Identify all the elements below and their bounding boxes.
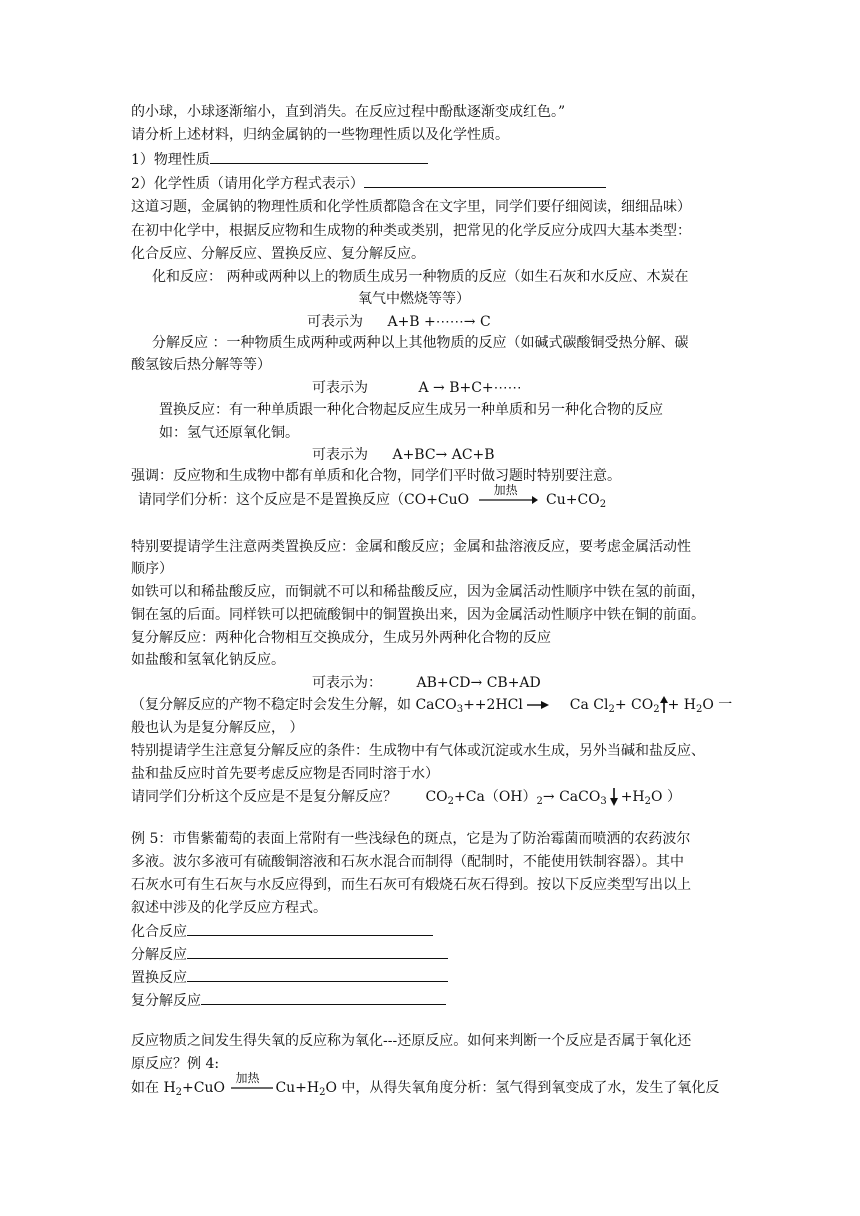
answer-blank [201,990,446,1005]
formula-label: 可表示为 [312,447,368,463]
heating-label: 加热 [493,483,518,497]
formula-line [307,312,491,332]
text-line: 请分析上述材料，归纳金属钠的一些物理性质以及化学性质。 [131,127,509,143]
formula-line [312,445,495,465]
formula-label: 可表示为 [312,380,368,396]
equation-text: 如在 H [131,1080,176,1096]
subscript: 2 [644,796,652,807]
text-line: 叙述中涉及的化学反应方程式。 [131,900,327,916]
equation-text: CO [425,789,448,805]
text-line: 复分解反应：两种化合物相互交换成分，生成另外两种化合物的反应 [131,630,551,646]
text-line: 般也认为是复分解反应， ） [131,720,304,736]
answer-blank [187,921,433,936]
text-line: 特别要提请学生注意两类置换反应：金属和酸反应；金属和盐溶液反应，要考虑金属活动性 [131,539,691,555]
formula-line [312,378,522,398]
equation-text: + CO [614,697,654,713]
answer-blank [364,173,606,188]
subscript: 2 [447,796,455,807]
text-line: 如：氢气还原氧化铜。 [159,425,299,441]
subscript: 2 [319,1087,326,1098]
equation-text: +H [620,789,645,805]
heating-label: 加热 [235,1071,260,1085]
answer-label: 分解反应 [131,947,187,963]
label-chemical: 2）化学性质（请用化学方程式表示） [131,176,364,192]
text-line: 这道习题，金属钠的物理性质和化学性质都隐含在文字里，同学们要仔细阅读，细细品味） [131,199,691,215]
equation-text: → CaCO [542,789,601,805]
text-line: 酸氢铵后热分解等等） [131,357,271,373]
formula: A+B +⋯⋯→ C [387,314,491,330]
text-line: 化和反应： 两种或两种以上的物质生成另一种物质的反应（如生石灰和水反应、木炭在 [152,269,689,285]
equation-line [131,695,732,720]
text-line: 置换反应：有一种单质跟一种化合物起反应生成另一种单质和另一种化合物的反应 [159,402,663,418]
precipitate-down-arrow-icon [609,788,619,806]
equation-text: + H [667,697,696,713]
text-line: 特别提请学生注意复分解反应的条件：生成物中有气体或沉淀或水生成，另外当碱和盐反应、 [131,743,705,759]
arrow-icon [527,699,549,711]
formula-label: 可表示为： [312,675,382,691]
gas-up-arrow-icon [660,696,668,714]
equation-text: （复分解反应的产物不稳定时会发生分解，如 CaCO [131,697,457,713]
answer-label: 置换反应 [131,970,187,986]
text-line: 例 5：市售紫葡萄的表面上常附有一些浅绿色的斑点，它是为了防治霉菌而喷洒的农药波尔 [131,831,691,847]
text-line: 石灰水可有生石灰与水反应得到，而生石灰可有煅烧石灰石得到。按以下反应类型写出以上 [131,877,691,893]
text-line: 多液。波尔多液可有硫酸铜溶液和石灰水混合而制得（配制时，不能使用铁制容器）。其中 [131,854,684,870]
label-physical: 1）物理性质 [131,152,210,168]
subscript: 2 [608,704,615,715]
text-line: 如盐酸和氢氧化钠反应。 [131,652,285,668]
formula: AB+CD→ CB+AD [416,675,541,691]
answer-label: 化合反应 [131,924,187,940]
arrow-line-icon [229,1082,273,1094]
text-line: 分解反应 ：一种物质生成两种或两种以上其他物质的反应（如碱式碳酸铜受热分解、碳 [152,335,689,351]
formula: A+BC→ AC+B [392,447,495,463]
arrow-icon [478,494,538,506]
subscript: 2 [653,704,660,715]
equation-line [131,787,681,812]
subscript: 2 [175,1087,183,1098]
text-line: 化合反应、分解反应、置换反应、复分解反应。 [131,246,425,262]
subscript: 2 [695,704,703,715]
text-line: 原反应？例 4: [131,1056,220,1072]
text-line: 顺序） [131,561,173,577]
text-line: 在初中化学中，根据反应物和生成物的种类或类别，把常见的化学反应分成四大基本类型： [131,223,691,239]
text-line: 反应物质之间发生得失氧的反应称为氧化---还原反应。如何来判断一个反应是否属于氧化还 [131,1033,692,1049]
subscript: 3 [456,704,464,715]
equation-text: +Ca（OH） [454,789,537,805]
equation-text: O ） [651,789,681,805]
answer-line [131,990,446,1011]
question-text: 请同学们分析：这个反应是不是置换反应（CO+CuO [138,492,470,508]
formula: A → B+C+⋯⋯ [418,380,522,396]
subscript: 2 [599,499,607,510]
text-line: 如铁可以和稀盐酸反应，而铜就不可以和稀盐酸反应，因为金属活动性顺序中铁在氢的前面， [131,584,705,600]
reaction-arrow [527,699,549,711]
equation-text: Cu+H [275,1080,320,1096]
answer-blank [187,967,448,982]
equation-text: O 一 [702,697,733,713]
text-line: 铜在氢的后面。同样铁可以把硫酸铜中的铜置换出来，因为金属活动性顺序中铁在铜的前面。 [131,607,705,623]
formula-line [312,673,541,693]
formula-label: 可表示为 [307,314,363,330]
equation-text: O 中，从得失氧角度分析：氢气得到氧变成了水，发生了氧化反 [325,1080,720,1096]
answer-line [131,944,448,965]
product: Cu+CO [546,492,600,508]
question-text: 请同学们分析这个反应是不是复分解反应？ [131,789,397,805]
text-line: 的小球，小球逐渐缩小，直到消失。在反应过程中酚酞逐渐变成红色。” [131,104,566,120]
answer-label: 复分解反应 [131,993,201,1009]
text-line: 盐和盐反应时首先要考虑反应物是否同时溶于水） [131,766,439,782]
subscript: 2 [536,796,543,807]
answer-blank [187,944,448,959]
equation-text: Ca Cl [569,697,609,713]
heating-arrow [229,1071,273,1094]
answer-line [131,967,448,988]
equation-line [138,483,607,515]
text-line-physical [131,149,428,170]
text-line-chemical [131,173,606,194]
text-line: 氧气中燃烧等等） [358,291,470,307]
equation-line [131,1071,720,1103]
answer-blank [210,149,428,164]
heating-arrow [478,483,538,506]
subscript: 3 [600,796,607,807]
answer-line [131,921,433,942]
equation-text: +CuO [182,1080,225,1096]
equation-text: ++2HCl [463,697,523,713]
text-line: 强调：反应物和生成物中都有单质和化合物，同学们平时做习题时特别要注意。 [131,468,621,484]
